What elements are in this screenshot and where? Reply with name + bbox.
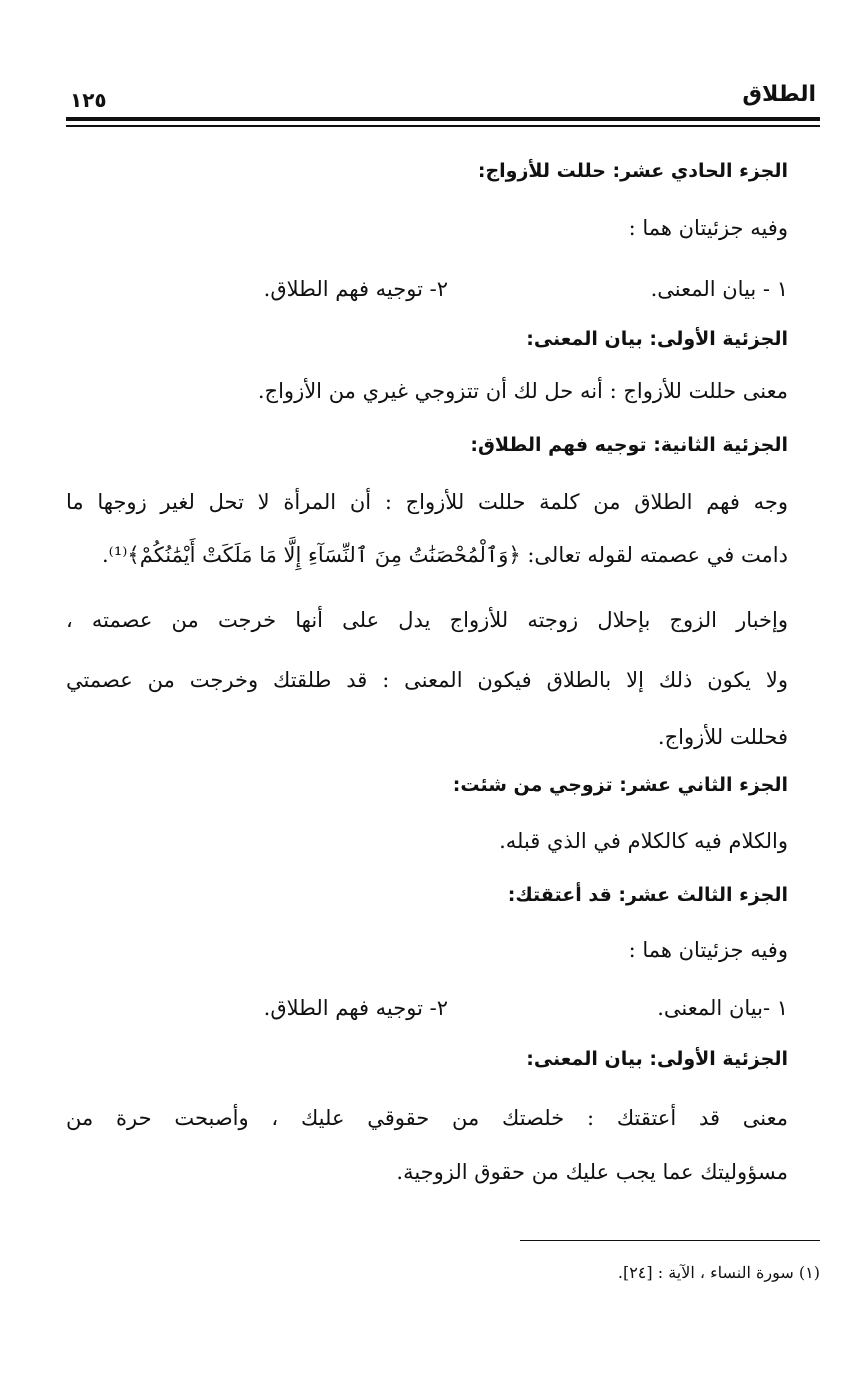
- subsection-heading: الجزئية الأولى: بيان المعنى:: [526, 1048, 788, 1070]
- header-rule-thick: [66, 117, 820, 121]
- section-heading-12: الجزء الثاني عشر: تزوجي من شئت:: [452, 774, 788, 796]
- paragraph-line: والكلام فيه كالكلام في الذي قبله.: [499, 829, 788, 853]
- paragraph-line-quran: دامت في عصمته لقوله تعالى: ﴿وَٱلْمُحْصَنَٰتُ مِنَ ٱلنِّسَآءِ إِلَّا مَا مَلَكَتْ أَيْمَٰنُكُمْ﴾⁽¹⁾.: [101, 543, 788, 567]
- paragraph-line: وجه فهم الطلاق من كلمة حللت للأزواج : أن المرأة لا تحل لغير زوجها ما: [66, 490, 788, 514]
- section-heading-11: الجزء الحادي عشر: حللت للأزواج:: [477, 160, 788, 182]
- footnote: (١) سورة النساء ، الآية : [٢٤].: [617, 1263, 820, 1282]
- list-item-1: ١ -بيان المعنى.: [657, 996, 788, 1020]
- list-item-2: ٢- توجيه فهم الطلاق.: [263, 996, 448, 1020]
- list-item-2: ٢- توجيه فهم الطلاق.: [263, 277, 448, 301]
- page-number: ١٢٥: [70, 88, 107, 112]
- paragraph-line: معنى حللت للأزواج : أنه حل لك أن تتزوجي غيري من الأزواج.: [257, 379, 788, 403]
- section-intro: وفيه جزئيتان هما :: [628, 938, 788, 962]
- subsection-heading: الجزئية الثانية: توجيه فهم الطلاق:: [470, 434, 788, 456]
- footnote-rule: [520, 1240, 820, 1241]
- paragraph-line: معنى قد أعتقتك : خلصتك من حقوقي عليك ، وأصبحت حرة من: [66, 1106, 788, 1130]
- paragraph-line: وإخبار الزوج بإحلال زوجته للأزواج يدل على أنها خرجت من عصمته ،: [66, 608, 788, 632]
- section-heading-13: الجزء الثالث عشر: قد أعتقتك:: [507, 884, 788, 906]
- paragraph-line: ولا يكون ذلك إلا بالطلاق فيكون المعنى : قد طلقتك وخرجت من عصمتي: [66, 668, 788, 692]
- list-item-1: ١ - بيان المعنى.: [650, 277, 788, 301]
- running-header-title: الطلاق: [742, 82, 816, 107]
- header-rule-thin: [66, 125, 820, 127]
- paragraph-line: فحللت للأزواج.: [657, 725, 788, 749]
- section-intro: وفيه جزئيتان هما :: [628, 216, 788, 240]
- subsection-heading: الجزئية الأولى: بيان المعنى:: [526, 328, 788, 350]
- paragraph-line: مسؤوليتك عما يجب عليك من حقوق الزوجية.: [396, 1160, 788, 1184]
